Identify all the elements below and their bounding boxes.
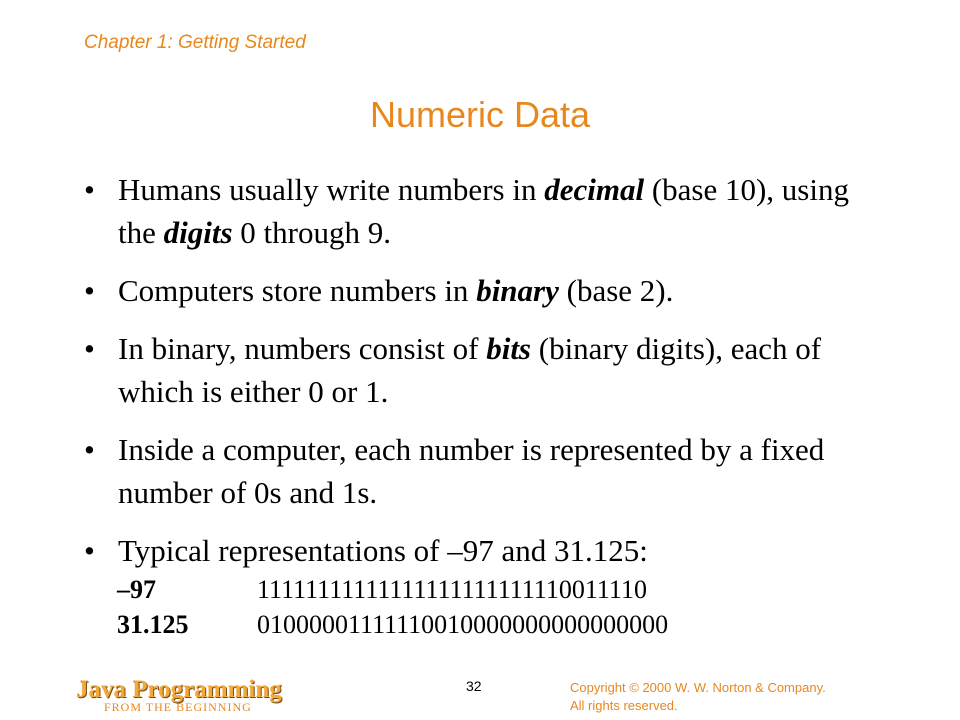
bullet-text: Computers store numbers in bbox=[118, 273, 477, 308]
bullet-text: Typical representations of –97 and 31.125: bbox=[118, 533, 648, 568]
rep-label: 31.125 bbox=[117, 610, 189, 639]
page-number: 32 bbox=[466, 678, 482, 694]
copyright-line: Copyright © 2000 W. W. Norton & Company. bbox=[570, 680, 826, 695]
bullet-marker: • bbox=[84, 273, 95, 308]
bullet-text: (base 10), using the bbox=[118, 172, 849, 250]
logo-subtitle: FROM THE BEGINNING bbox=[104, 700, 252, 714]
rep-label: –97 bbox=[117, 575, 156, 604]
bullet-marker: • bbox=[84, 432, 95, 467]
bullet-item bbox=[80, 529, 870, 572]
copyright-notice bbox=[570, 679, 826, 715]
term-decimal: decimal bbox=[544, 172, 645, 207]
bullet-text: (binary digits), each of which is either 0 or 1. bbox=[118, 331, 822, 409]
slide-title: Numeric Data bbox=[369, 94, 591, 135]
bullet-text: (base 2). bbox=[558, 273, 674, 308]
representation-row bbox=[117, 572, 668, 607]
bullet-marker: • bbox=[84, 172, 95, 207]
bullet-item bbox=[80, 428, 870, 514]
term-binary: binary bbox=[476, 273, 559, 308]
logo-title: Java Programming bbox=[76, 676, 282, 703]
bullet-list bbox=[80, 168, 870, 587]
bullet-item bbox=[80, 269, 870, 312]
bullet-marker: • bbox=[84, 331, 95, 366]
bullet-item bbox=[80, 327, 870, 413]
rep-bits: 01000001111110010000000000000000 bbox=[257, 610, 669, 639]
bullet-text: Inside a computer, each number is represented by a fixed number of 0s and 1s. bbox=[118, 432, 825, 510]
term-bits: bits bbox=[486, 331, 531, 366]
bullet-marker: • bbox=[84, 533, 95, 568]
copyright-line: All rights reserved. bbox=[570, 698, 678, 713]
bullet-text: Humans usually write numbers in bbox=[118, 172, 545, 207]
bullet-item bbox=[80, 168, 870, 254]
term-digits: digits bbox=[163, 215, 233, 250]
bullet-text: In binary, numbers consist of bbox=[118, 331, 487, 366]
representation-row bbox=[117, 607, 668, 642]
bullet-text: 0 through 9. bbox=[232, 215, 391, 250]
book-logo bbox=[76, 676, 282, 715]
binary-representations bbox=[117, 572, 668, 642]
chapter-header: Chapter 1: Getting Started bbox=[84, 32, 306, 53]
rep-bits: 11111111111111111111111110011110 bbox=[257, 575, 647, 604]
